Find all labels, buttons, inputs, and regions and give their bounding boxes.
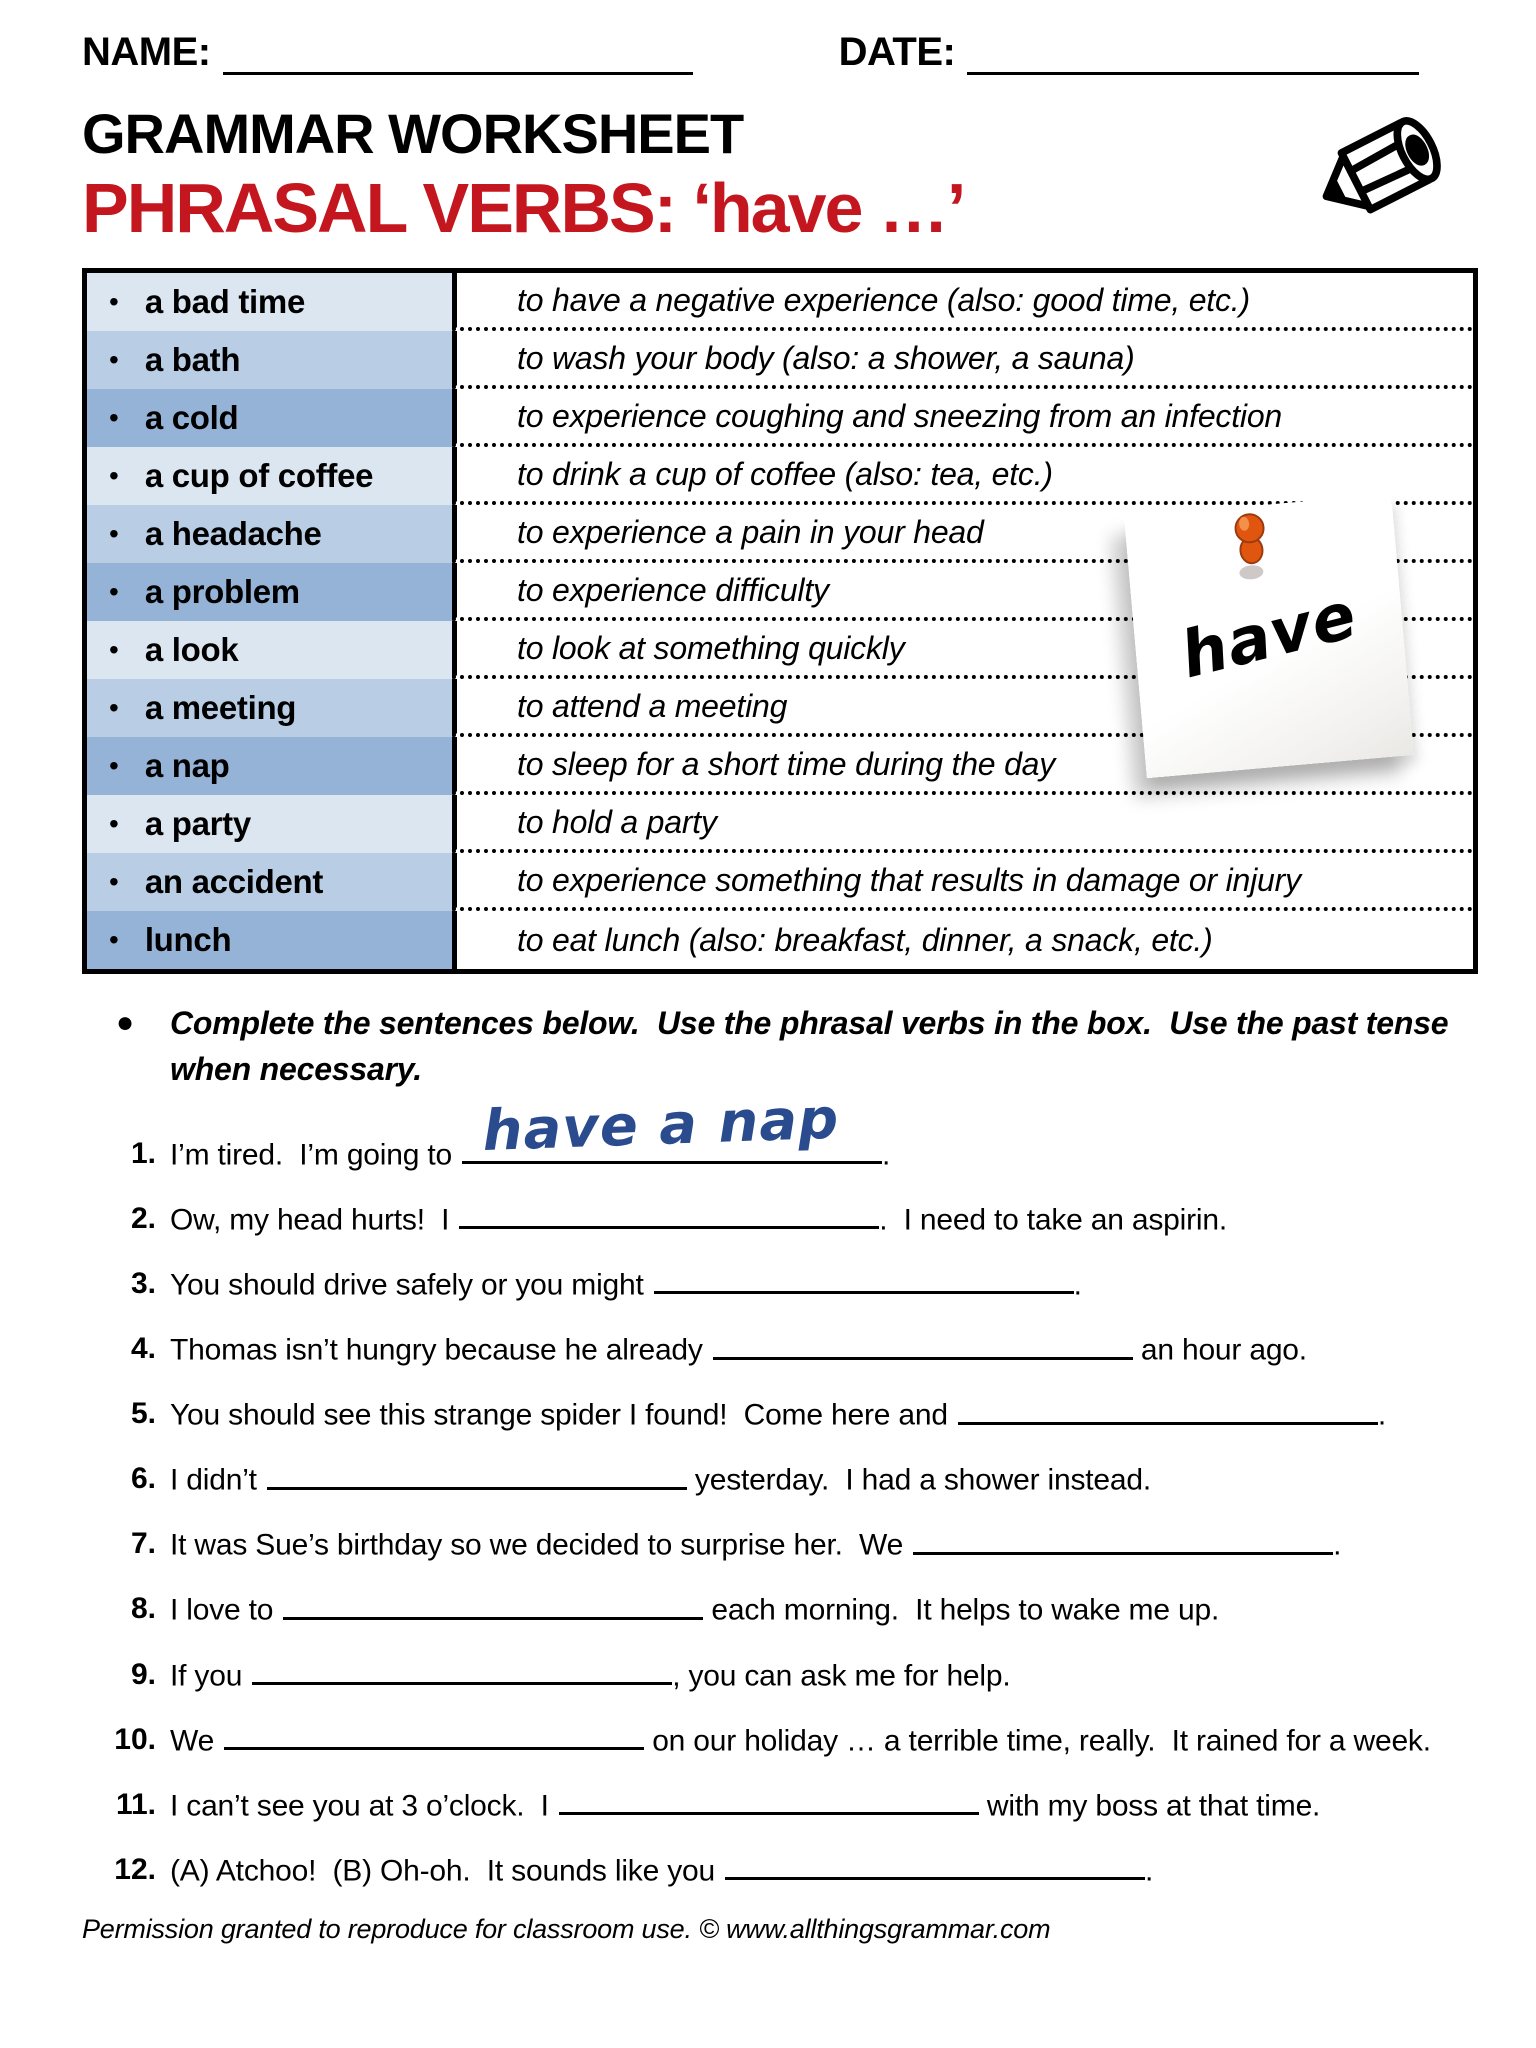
sentence-text [170, 1588, 1219, 1632]
phrasal-verb-term: a party [144, 805, 251, 842]
sentence-text [170, 1393, 1386, 1437]
definition-cell [452, 331, 1473, 389]
exercise-sentence [82, 1588, 1478, 1632]
answer-blank-line [462, 1086, 882, 1165]
pencil-icon [1292, 98, 1472, 238]
answer-blank-line [913, 1523, 1333, 1555]
copyright-footer: Permission granted to reproduce for classroom use. © www.allthingsgrammar.com [82, 1913, 1051, 1944]
bullet-icon: • [109, 518, 119, 549]
answer-blank-line [267, 1458, 687, 1490]
definition-cell [452, 447, 1473, 505]
table-row [87, 853, 1473, 911]
sentence-pre-text: I can’t see you at 3 o’clock. I [170, 1789, 549, 1823]
answer-blank-line [725, 1849, 1145, 1881]
sentence-number: 12. [114, 1852, 156, 1886]
definition-text: to attend a meeting [517, 687, 788, 724]
answer-blank-line [459, 1198, 879, 1230]
bullet-icon: • [109, 344, 119, 375]
definition-cell [452, 273, 1473, 331]
answer-blank-line [713, 1328, 1133, 1360]
phrasal-verb-term: a bad time [144, 283, 306, 320]
answer-blank-line [559, 1784, 979, 1816]
bullet-icon: • [109, 634, 119, 665]
definition-text: to experience something that results in damage or injury [517, 861, 1301, 898]
phrasal-verb-term: a problem [144, 573, 300, 610]
exercise-sentence [82, 1198, 1478, 1242]
sentence-pre-text: I didn’t [170, 1463, 257, 1497]
sentence-text [170, 1654, 1011, 1698]
definition-text: to look at something quickly [517, 629, 905, 666]
phrasal-verb-term: an accident [144, 863, 324, 900]
sentence-pre-text: It was Sue’s birthday so we decided to surprise her. We [170, 1528, 904, 1562]
definition-text: to have a negative experience (also: good time, etc.) [517, 281, 1250, 318]
phrasal-verb-cell [87, 505, 452, 563]
push-pin-icon [1224, 508, 1279, 590]
date-label: DATE: [838, 30, 956, 74]
sentence-post-text: . [1377, 1398, 1386, 1432]
bullet-icon: • [109, 286, 119, 317]
phrasal-verb-term: lunch [144, 921, 232, 958]
sentence-number: 5. [130, 1397, 156, 1431]
table-row [87, 795, 1473, 853]
answer-blank-line [252, 1654, 672, 1686]
answer-blank-line [958, 1393, 1378, 1425]
phrasal-verb-term: a bath [144, 341, 241, 378]
sentence-number: 7. [130, 1527, 156, 1561]
definition-text: to experience a pain in your head [517, 513, 984, 550]
phrasal-verb-cell [87, 679, 452, 737]
phrasal-verb-cell [87, 795, 452, 853]
instructions-block [82, 1000, 1478, 1093]
sentence-number: 10. [114, 1722, 156, 1756]
definition-cell [452, 911, 1473, 969]
phrasal-verb-cell [87, 331, 452, 389]
sentence-pre-text: I love to [170, 1593, 274, 1627]
phrasal-verb-cell [87, 853, 452, 911]
sentence-post-text: an hour ago. [1132, 1333, 1307, 1367]
definition-cell [452, 389, 1473, 447]
sentence-pre-text: You should drive safely or you might [170, 1268, 644, 1302]
sentence-post-text: . [1073, 1268, 1082, 1302]
sentence-post-text: each morning. It helps to wake me up. [703, 1593, 1220, 1627]
definition-text: to eat lunch (also: breakfast, dinner, a snack, etc.) [517, 921, 1213, 958]
phrasal-verb-term: a headache [144, 515, 322, 552]
phrasal-verb-cell [87, 389, 452, 447]
instruction-bullet-icon: ● [116, 1006, 135, 1039]
sentence-number: 3. [130, 1266, 156, 1300]
exercise-sentence [82, 1086, 1478, 1177]
sentence-pre-text: I’m tired. I’m going to [170, 1138, 452, 1172]
table-row [87, 911, 1473, 969]
definition-text: to experience difficulty [517, 571, 829, 608]
exercise-sentence [82, 1328, 1478, 1372]
table-row [87, 447, 1473, 505]
sentence-text [170, 1198, 1227, 1242]
sentence-text [170, 1849, 1153, 1893]
sentence-number: 11. [115, 1787, 156, 1821]
sentence-pre-text: You should see this strange spider I found! Come here and [170, 1398, 948, 1432]
sticky-note-word: have [1173, 578, 1365, 694]
name-blank-line [223, 36, 693, 75]
phrasal-verb-term: a cold [144, 399, 239, 436]
sentence-post-text: with my boss at that time. [978, 1789, 1321, 1823]
sentence-number: 9. [130, 1657, 156, 1691]
bullet-icon: • [109, 866, 119, 897]
exercise-sentence [82, 1784, 1478, 1828]
sentence-post-text: yesterday. I had a shower instead. [686, 1463, 1151, 1497]
bullet-icon: • [109, 460, 119, 491]
sentence-number: 4. [130, 1332, 156, 1366]
exercise-sentence [82, 1458, 1478, 1502]
phrasal-verb-cell [87, 911, 452, 969]
bullet-icon: • [109, 692, 119, 723]
sentence-text [170, 1784, 1320, 1828]
bullet-icon: • [109, 402, 119, 433]
sentence-post-text: . I need to take an aspirin. [879, 1203, 1228, 1237]
phrasal-verb-term: a cup of coffee [144, 457, 374, 494]
handwritten-answer: have a nap [481, 1086, 841, 1164]
sentence-number: 1. [130, 1136, 156, 1170]
answer-blank-line [283, 1588, 703, 1620]
sentence-number: 8. [130, 1592, 156, 1626]
phrasal-verb-term: a nap [144, 747, 230, 784]
exercise-sentence [82, 1654, 1478, 1698]
sentence-number: 2. [130, 1201, 156, 1235]
definition-text: to sleep for a short time during the day [517, 745, 1056, 782]
sentence-text [170, 1719, 1431, 1763]
sentence-text [170, 1458, 1151, 1502]
bullet-icon: • [109, 750, 119, 781]
definition-cell [452, 795, 1473, 853]
sentence-text [170, 1328, 1307, 1372]
instruction-text: Complete the sentences below. Use the phrasal verbs in the box. Use the past tense when necessary. [170, 1005, 1458, 1088]
phrasal-verb-cell [87, 563, 452, 621]
sentence-pre-text: We [170, 1724, 215, 1758]
exercise-sentence [82, 1393, 1478, 1437]
phrasal-verb-term: a meeting [144, 689, 297, 726]
sentence-post-text: on our holiday … a terrible time, really. It rained for a week. [644, 1724, 1431, 1758]
phrasal-verb-cell [87, 447, 452, 505]
exercise-sentence [82, 1849, 1478, 1893]
sentence-text [170, 1523, 1341, 1567]
sentence-pre-text: Thomas isn’t hungry because he already [170, 1333, 703, 1367]
exercise-sentence [82, 1263, 1478, 1307]
answer-blank-line [224, 1719, 644, 1751]
bullet-icon: • [109, 576, 119, 607]
sentence-pre-text: Ow, my head hurts! I [170, 1203, 450, 1237]
definition-text: to experience coughing and sneezing from an infection [517, 397, 1283, 434]
sentence-post-text: . [881, 1138, 891, 1172]
table-row [87, 389, 1473, 447]
definition-text: to drink a cup of coffee (also: tea, etc.) [517, 455, 1053, 492]
definition-text: to wash your body (also: a shower, a sauna) [517, 339, 1135, 376]
bullet-icon: • [109, 808, 119, 839]
phrasal-verb-term: a look [144, 631, 239, 668]
phrasal-verb-cell [87, 273, 452, 331]
bullet-icon: • [109, 924, 119, 955]
phrasal-verb-cell [87, 621, 452, 679]
sentence-pre-text: If you [170, 1659, 243, 1693]
answer-blank-line [654, 1263, 1074, 1295]
worksheet-title: PHRASAL VERBS: ‘have …’ [82, 169, 965, 247]
worksheet-heading: GRAMMAR WORKSHEET [82, 102, 744, 165]
exercise-sentence [82, 1719, 1478, 1763]
sentence-number: 6. [130, 1462, 156, 1496]
exercise-list [82, 1086, 1478, 1893]
definition-text: to hold a party [517, 803, 717, 840]
sticky-note [1124, 494, 1414, 778]
date-blank-line [967, 36, 1419, 75]
phrasal-verb-cell [87, 737, 452, 795]
definition-cell [452, 853, 1473, 911]
name-label: NAME: [82, 30, 211, 74]
sentence-post-text: , you can ask me for help. [672, 1659, 1011, 1693]
sentence-pre-text: (A) Atchoo! (B) Oh-oh. It sounds like you [170, 1854, 715, 1888]
table-row [87, 273, 1473, 331]
sentence-post-text: . [1144, 1854, 1154, 1888]
exercise-sentence [82, 1523, 1478, 1567]
sentence-post-text: . [1333, 1528, 1342, 1562]
table-row [87, 331, 1473, 389]
sentence-text [170, 1263, 1082, 1307]
name-date-row [82, 30, 1478, 75]
sentence-text [170, 1086, 891, 1177]
